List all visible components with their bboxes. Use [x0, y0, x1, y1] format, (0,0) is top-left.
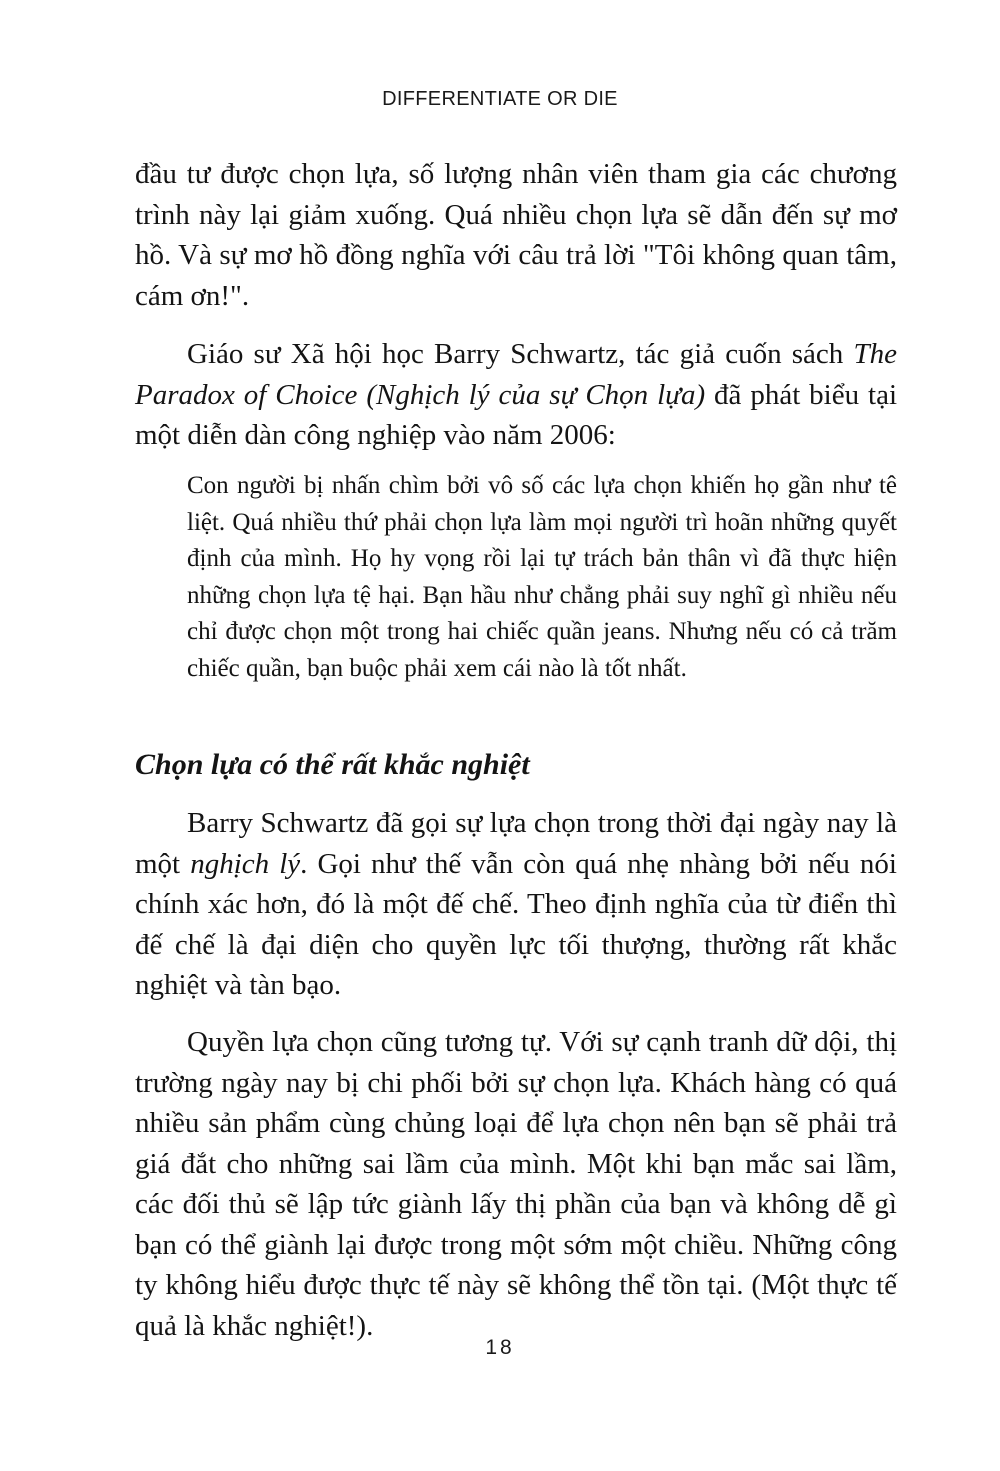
paragraph-competition: Quyền lựa chọn cũng tương tự. Với sự cạnh tranh dữ dội, thị trường ngày nay bị chi phối bởi sự chọn lựa. Khách hàng có quá nhiều sản phẩm cùng chủng loại để lựa chọn nên bạn sẽ phải trả giá đắt cho những sai lầm của mình. Một khi bạn mắc sai lầm, các đối thủ sẽ lập tức giành lấy thị phần của bạn và không dễ gì bạn có thể giành lại được trong một sớm một chiều. Những công ty không hiểu được thực tế này sẽ không thể tồn tại. (Một thực tế quả là khắc nghiệt!).: [135, 1026, 897, 1342]
emphasis-term: nghịch lý: [190, 847, 301, 880]
running-header: DIFFERENTIATE OR DIE: [382, 88, 618, 110]
block-quote: Con người bị nhấn chìm bởi vô số các lựa chọn khiến họ gần như tê liệt. Quá nhiều thứ phải chọn lựa làm mọi người trì hoãn những quyết định của mình. Họ hy vọng rồi lại tự trách bản thân vì đã thực hiện những chọn lựa tệ hại. Bạn hầu như chẳng phải suy nghĩ gì nhiều nếu chỉ được chọn một trong hai chiếc quần jeans. Nhưng nếu có cả trăm chiếc quần, bạn buộc phải xem cái nào là tốt nhất.: [187, 472, 897, 682]
paragraph-text: Barry Schwartz đã gọi sự lựa chọn trong thời đại ngày nay là một: [135, 807, 897, 880]
paragraph-text: . Gọi như thế vẫn còn quá nhẹ nhàng bởi nếu nói chính xác hơn, đó là một đế chế. Theo định nghĩa của từ điển thì đế chế là đại diện cho quyền lực tối thượng, thường rất khắc nghiệt và tàn bạo.: [135, 847, 897, 1001]
paragraph-choice-ambiguity: đầu tư được chọn lựa, số lượng nhân viên tham gia các chương trình này lại giảm xuống. Quá nhiều chọn lựa sẽ dẫn đến sự mơ hồ. Và sự mơ hồ đồng nghĩa với câu trả lời "Tôi không quan tâm, cám ơn!".: [135, 158, 897, 312]
paragraph-tyranny-of-choice: [135, 803, 897, 1006]
section-heading: Chọn lựa có thể rất khắc nghiệt: [135, 748, 530, 781]
paragraph-text: Giáo sư Xã hội học Barry Schwartz, tác giả cuốn sách: [187, 338, 854, 370]
paragraph-schwartz-intro: [135, 334, 897, 456]
paragraph-text: đã phát biểu tại một diễn dàn công nghiệp vào năm 2006:: [135, 378, 898, 451]
page-number: 18: [485, 1336, 515, 1359]
book-title: The Paradox of Choice (Nghịch lý của sự Chọn lựa): [135, 338, 897, 411]
